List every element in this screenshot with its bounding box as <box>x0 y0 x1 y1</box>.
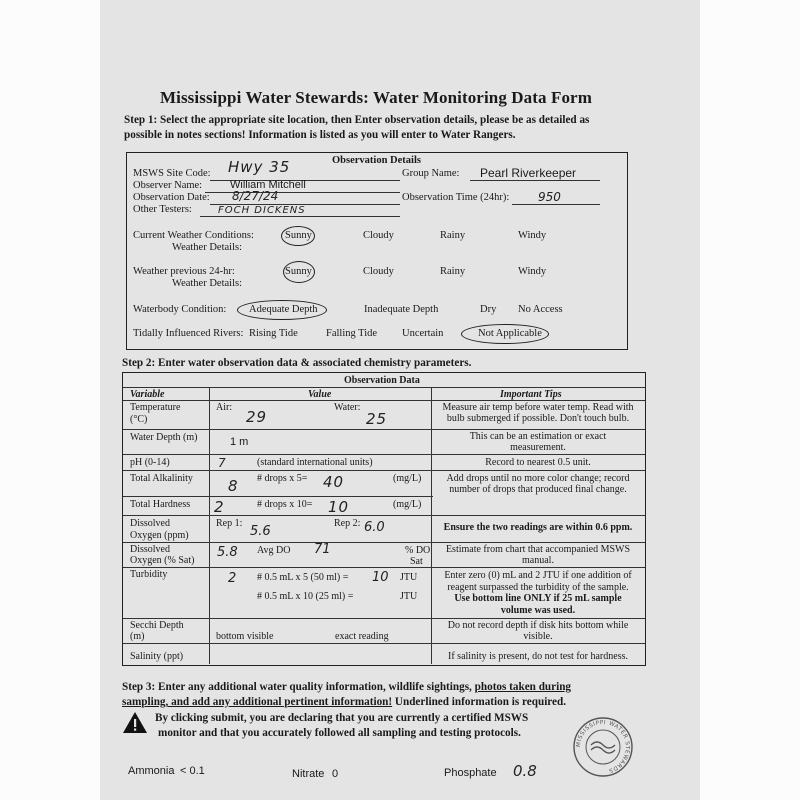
ph-label: pH (0-14) <box>130 457 170 468</box>
hardness-result[interactable]: 10 <box>328 498 350 516</box>
ph-tip: Record to nearest 0.5 unit. <box>485 457 591 468</box>
water-temp-label: Water: <box>334 402 361 413</box>
row-line <box>123 454 645 455</box>
tidal-not-applicable[interactable]: Not Applicable <box>478 328 542 339</box>
do-ppm-label-1: Dissolved <box>130 518 170 529</box>
do-sat-label-2: Oxygen (% Sat) <box>130 555 195 566</box>
row-line <box>123 618 645 619</box>
observer-name-label: Observer Name: <box>133 180 203 191</box>
air-temp-label: Air: <box>216 402 233 413</box>
temperature-tip: Measure air temp before water temp. Read with bulb submerged if possible. Don't touch bulb. <box>442 402 634 424</box>
do-sat-tip: Estimate from chart that accompanied MSWS manual. <box>445 544 631 566</box>
site-code-label: MSWS Site Code: <box>133 168 211 179</box>
ammonia-value: < 0.1 <box>180 765 205 777</box>
waterbody-inadequate-depth[interactable]: Inadequate Depth <box>364 304 439 315</box>
air-temp-value[interactable]: 29 <box>246 408 268 426</box>
nitrate-value: 0 <box>332 768 339 780</box>
row-line <box>123 429 645 430</box>
form-title: Mississippi Water Stewards: Water Monitoring Data Form <box>160 88 592 107</box>
hardness-unit: (mg/L) <box>393 499 422 510</box>
certification-line2: monitor and that you accurately followed all sampling and testing protocols. <box>158 727 521 739</box>
previous-weather-label: Weather previous 24-hr: <box>133 266 235 277</box>
step3-line2: sampling, and add any additional pertinent information! Underlined information is required. <box>122 696 567 708</box>
waterbody-adequate-depth[interactable]: Adequate Depth <box>249 304 318 315</box>
do-ppm-tip: Ensure the two readings are within 0.6 ppm. <box>443 522 633 533</box>
ammonia-label: Ammonia <box>128 765 175 777</box>
do-sat-label-1: Dissolved <box>130 544 170 555</box>
alkalinity-result[interactable]: 40 <box>323 473 345 491</box>
do-rep1-value[interactable]: 5.6 <box>250 524 271 539</box>
certification-line1: By clicking submit, you are declaring that you are currently a certified MSWS <box>155 712 529 724</box>
salinity-tip: If salinity is present, do not test for hardness. <box>448 651 628 662</box>
turbidity-line2: # 0.5 mL x 10 (25 ml) = <box>257 591 354 602</box>
step1-line1: Step 1: Select the appropriate site location, then Enter observation details, please be as detailed as <box>124 114 590 126</box>
tidal-label: Tidally Influenced Rivers: <box>133 328 244 339</box>
col-line <box>209 387 210 664</box>
observer-name-value[interactable]: William Mitchell <box>230 179 306 191</box>
row-line <box>123 496 433 497</box>
svg-text:MISSISSIPPI WATER STEWARDS <box>576 720 630 773</box>
turbidity-line1: # 0.5 mL x 5 (50 ml) = <box>257 572 349 583</box>
secchi-label-1: Secchi Depth <box>130 620 184 631</box>
temperature-unit: (°C) <box>130 414 148 425</box>
temperature-label: Temperature <box>130 402 181 413</box>
turbidity-tip: Enter zero (0) mL and 2 JTU if one addition of reagent surpassed the turbidity of the sample. Use bottom line ONLY if 25 mL sample volume was used. <box>444 570 632 616</box>
other-testers-label: Other Testers: <box>133 204 192 215</box>
do-sat-value-2[interactable]: 71 <box>314 542 331 557</box>
do-rep1-label: Rep 1: <box>216 518 243 529</box>
turbidity-unit-1: JTU <box>400 572 418 583</box>
current-weather-cloudy[interactable]: Cloudy <box>363 230 394 241</box>
turbidity-value[interactable]: 2 <box>228 571 237 586</box>
phosphate-label: Phosphate <box>444 767 497 779</box>
water-stewards-seal <box>572 716 634 778</box>
phosphate-value: 0.8 <box>513 762 537 780</box>
observation-time-underline <box>512 204 600 205</box>
do-avg-label: Avg DO <box>257 545 291 556</box>
step1-line2: possible in notes sections! Information is listed as you will enter to Water Rangers. <box>124 129 516 141</box>
salinity-label: Salinity (ppt) <box>130 651 184 662</box>
waterbody-condition-label: Waterbody Condition: <box>133 304 227 315</box>
col-variable-header: Variable <box>130 389 165 400</box>
observation-time-label: Observation Time (24hr): <box>402 192 510 203</box>
tidal-falling[interactable]: Falling Tide <box>326 328 378 339</box>
row-line <box>123 515 645 516</box>
other-testers-value[interactable]: FOCH DICKENS <box>218 205 306 216</box>
previous-weather-details-label: Weather Details: <box>172 278 242 289</box>
current-weather-windy[interactable]: Windy <box>518 230 547 241</box>
current-weather-details-label: Weather Details: <box>172 242 242 253</box>
alkalinity-tip: Add drops until no more color change; record number of drops that produced final change. <box>446 473 630 495</box>
water-depth-label: Water Depth (m) <box>130 432 198 443</box>
observation-details-heading: Observation Details <box>332 155 421 166</box>
water-temp-value[interactable]: 25 <box>366 410 388 428</box>
col-value-header: Value <box>308 389 332 400</box>
current-weather-label: Current Weather Conditions: <box>133 230 254 241</box>
water-depth-value[interactable]: 1 m <box>230 436 249 448</box>
tidal-rising[interactable]: Rising Tide <box>249 328 298 339</box>
group-name-label: Group Name: <box>402 168 460 179</box>
alkalinity-label: Total Alkalinity <box>130 473 193 484</box>
col-tips-header: Important Tips <box>500 389 562 400</box>
warning-icon <box>122 711 148 734</box>
current-weather-selected-circle <box>281 226 315 246</box>
row-line <box>123 470 645 471</box>
observation-time-value[interactable]: 950 <box>538 190 561 204</box>
group-name-value[interactable]: Pearl Riverkeeper <box>480 166 577 180</box>
alkalinity-mult-label: # drops x 5= <box>257 473 308 484</box>
previous-weather-windy[interactable]: Windy <box>518 266 547 277</box>
step2-heading: Step 2: Enter water observation data & associated chemistry parameters. <box>122 357 472 369</box>
row-line <box>123 400 645 401</box>
secchi-label-2: (m) <box>130 631 145 642</box>
waterbody-no-access[interactable]: No Access <box>518 304 563 315</box>
hardness-drops[interactable]: 2 <box>214 498 225 516</box>
secchi-tip: Do not record depth if disk hits bottom while visible. <box>447 620 629 642</box>
alkalinity-unit: (mg/L) <box>393 473 422 484</box>
row-line <box>123 387 645 388</box>
observation-date-value[interactable]: 8/27/24 <box>232 189 279 203</box>
previous-weather-sunny[interactable]: Sunny <box>285 266 312 277</box>
right-background <box>700 0 800 800</box>
tidal-uncertain[interactable]: Uncertain <box>402 328 444 339</box>
previous-weather-cloudy[interactable]: Cloudy <box>363 266 394 277</box>
ph-unit: (standard international units) <box>257 457 373 468</box>
ph-value[interactable]: 7 <box>218 456 226 470</box>
previous-weather-selected-circle <box>283 261 315 283</box>
current-weather-sunny[interactable]: Sunny <box>285 230 312 241</box>
step3-line1: Step 3: Enter any additional water quality information, wildlife sightings, photos taken during <box>122 681 572 693</box>
turbidity-unit-2: JTU <box>400 591 418 602</box>
tidal-selected-circle <box>461 324 549 344</box>
alkalinity-drops[interactable]: 8 <box>228 477 239 495</box>
waterbody-selected-circle <box>237 300 327 320</box>
left-background <box>0 0 100 800</box>
current-weather-rainy[interactable]: Rainy <box>440 230 466 241</box>
group-name-underline <box>470 180 600 181</box>
row-line <box>123 643 645 644</box>
row-line <box>123 567 645 568</box>
waterbody-dry[interactable]: Dry <box>480 304 497 315</box>
data-form-page <box>100 0 700 800</box>
seal-text: MISSISSIPPI WATER STEWARDS <box>575 719 631 774</box>
turbidity-line1-value[interactable]: 10 <box>372 570 389 585</box>
hardness-mult-label: # drops x 10= <box>257 499 313 510</box>
other-testers-underline <box>200 216 400 217</box>
observation-data-title: Observation Data <box>344 375 420 386</box>
nitrate-label: Nitrate <box>292 768 325 780</box>
hardness-label: Total Hardness <box>130 499 191 510</box>
row-line <box>123 542 645 543</box>
do-sat-unit-2: Sat <box>410 556 423 567</box>
previous-weather-rainy[interactable]: Rainy <box>440 266 466 277</box>
secchi-exact-reading[interactable]: exact reading <box>335 631 389 642</box>
do-sat-unit-1: % DO <box>405 545 431 556</box>
water-depth-tip: This can be an estimation or exact measurement. <box>469 431 607 453</box>
observation-date-label: Observation Date: <box>133 192 210 203</box>
turbidity-label: Turbidity <box>130 569 168 580</box>
site-code-value[interactable]: Hwy 35 <box>228 158 291 176</box>
do-sat-value-1[interactable]: 5.8 <box>217 545 238 560</box>
secchi-bottom-visible[interactable]: bottom visible <box>216 631 274 642</box>
do-rep2-label: Rep 2: <box>334 518 361 529</box>
do-rep2-value[interactable]: 6.0 <box>364 520 385 535</box>
do-ppm-label-2: Oxygen (ppm) <box>130 530 189 541</box>
